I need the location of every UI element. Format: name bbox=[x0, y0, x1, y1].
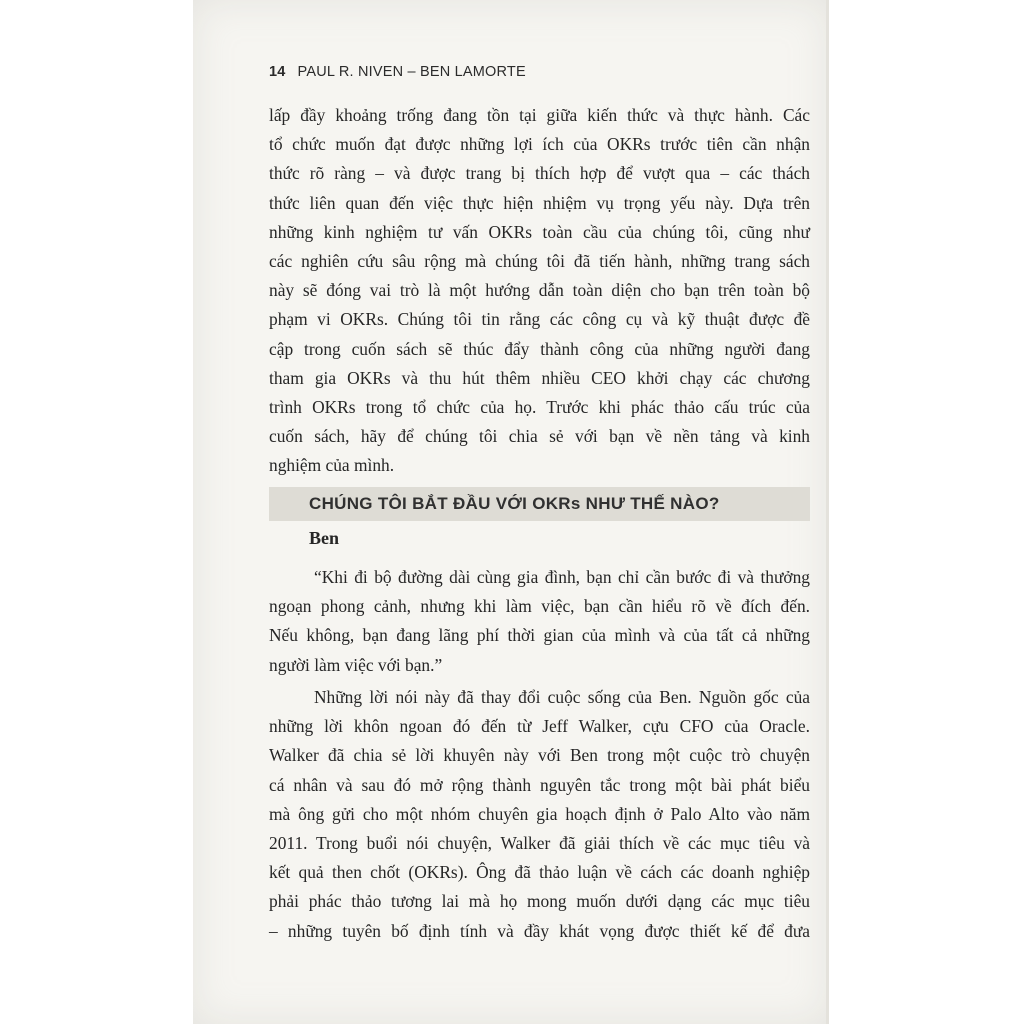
text-line: trình OKRs trong tổ chức của họ. Trước khi phác thảo cấu trúc của bbox=[269, 396, 810, 417]
text-line: những kinh nghiệm tư vấn OKRs toàn cầu của chúng tôi, cũng như bbox=[269, 221, 810, 242]
text-line: nghiệm của mình. bbox=[269, 455, 395, 476]
text-line: này sẽ đóng vai trò là một hướng dẫn toàn diện cho bạn trên toàn bộ bbox=[269, 280, 810, 301]
text-line: thức rõ ràng – và được trang bị thích hợp để vượt qua – các thách bbox=[269, 163, 810, 184]
running-header-authors: PAUL R. NIVEN – BEN LAMORTE bbox=[297, 64, 526, 80]
text-line: cá nhân và sau đó mở rộng thành nguyên tắc trong một bài phát biểu bbox=[269, 774, 810, 795]
text-line: lấp đầy khoảng trống đang tồn tại giữa kiến thức và thực hành. Các bbox=[269, 105, 810, 125]
text-line: tổ chức muốn đạt được những lợi ích của OKRs trước tiên cần nhận bbox=[269, 134, 810, 155]
section-heading: CHÚNG TÔI BẮT ĐẦU VỚI OKRs NHƯ THẾ NÀO? bbox=[269, 487, 810, 521]
page-edge bbox=[826, 0, 829, 1024]
page-number: 14 bbox=[269, 64, 286, 80]
text-line: những lời khôn ngoan đó đến từ Jeff Walker, cựu CFO của Oracle. bbox=[269, 716, 810, 737]
text-line: Những lời nói này đã thay đổi cuộc sống của Ben. Nguồn gốc của bbox=[314, 687, 810, 707]
text-line: ngoạn phong cảnh, nhưng khi làm việc, bạn cần hiểu rõ về đích đến. bbox=[269, 596, 810, 617]
text-line: – những tuyên bố định tính và đầy khát vọng được thiết kế để đưa bbox=[269, 920, 810, 941]
running-header bbox=[269, 64, 526, 80]
book-page bbox=[193, 0, 829, 1024]
text-line: Walker đã chia sẻ lời khuyên này với Ben trong một cuộc trò chuyện bbox=[269, 745, 810, 766]
text-line: kết quả then chốt (OKRs). Ông đã thảo luận về cách các doanh nghiệp bbox=[269, 862, 810, 883]
text-line: cập trong cuốn sách sẽ thúc đẩy thành công của những người đang bbox=[269, 338, 810, 359]
body-paragraph bbox=[269, 683, 810, 946]
text-line: “Khi đi bộ đường dài cùng gia đình, bạn chỉ cần bước đi và thưởng bbox=[314, 567, 810, 587]
text-line: người làm việc với bạn.” bbox=[269, 654, 443, 675]
text-line: tham gia OKRs và thu hút thêm nhiều CEO khởi chạy các chương bbox=[269, 367, 810, 388]
text-line: thức liên quan đến việc thực hiện nhiệm vụ trọng yếu này. Dựa trên bbox=[269, 192, 810, 213]
text-line: phạm vi OKRs. Chúng tôi tin rằng các công cụ và kỹ thuật được đề bbox=[269, 309, 810, 330]
text-line: Nếu không, bạn đang lãng phí thời gian của mình và của tất cả những bbox=[269, 625, 810, 646]
speaker-name: Ben bbox=[309, 528, 340, 548]
quote-block bbox=[269, 563, 810, 680]
text-line: mà ông gửi cho một nhóm chuyên gia hoạch định ở Palo Alto vào năm bbox=[269, 803, 810, 824]
text-line: cuốn sách, hãy để chúng tôi chia sẻ với bạn về nền tảng và kinh bbox=[269, 426, 810, 447]
text-line: phải phác thảo tương lai mà họ mong muốn dưới dạng các mục tiêu bbox=[269, 891, 810, 912]
text-line: 2011. Trong buổi nói chuyện, Walker đã giải thích về các mục tiêu và bbox=[269, 832, 810, 853]
text-line: các nghiên cứu sâu rộng mà chúng tôi đã tiến hành, những trang sách bbox=[269, 250, 810, 271]
